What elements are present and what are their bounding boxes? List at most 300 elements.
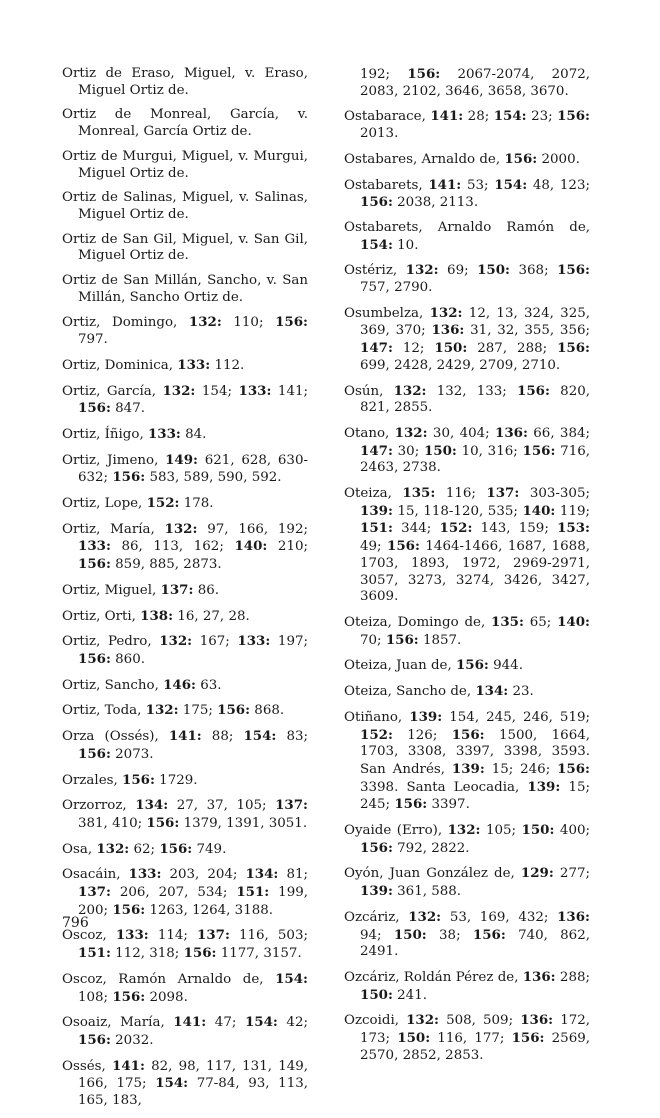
volume-number: 156:	[112, 469, 146, 486]
volume-number: 151:	[236, 884, 270, 901]
volume-number: 154:	[360, 236, 393, 253]
page-references: 154;	[195, 383, 239, 399]
volume-number: 133:	[238, 382, 272, 399]
page-references: 381, 410;	[78, 815, 147, 831]
page-references: 197;	[270, 634, 308, 650]
page-references: 178.	[179, 496, 214, 512]
index-entry	[62, 426, 308, 444]
volume-number: 146:	[163, 676, 196, 693]
index-entry	[344, 177, 590, 212]
index-entry	[62, 190, 308, 223]
entry-heading: Ortiz de San Millán, Sancho, v. San Millán, Sancho Ortiz de.	[62, 273, 308, 305]
page-references: 62;	[129, 841, 160, 857]
page-references: 141;	[271, 383, 308, 399]
volume-number: 156:	[522, 442, 556, 459]
volume-number: 156:	[557, 340, 590, 357]
volume-number: 156:	[385, 631, 419, 648]
page-references: 303-305;	[519, 486, 590, 502]
index-entry	[344, 709, 590, 814]
entry-heading: Ortiz, García,	[62, 383, 163, 399]
entry-heading: Osacáin,	[62, 867, 129, 883]
volume-number: 156:	[183, 945, 217, 962]
entry-heading: Oyaide (Erro),	[344, 823, 448, 839]
index-entry	[344, 383, 590, 417]
entry-heading: Ortiz, Sancho,	[62, 677, 164, 693]
volume-number: 156:	[159, 840, 193, 857]
volume-number: 156:	[451, 726, 485, 743]
index-entry	[62, 608, 308, 626]
volume-number: 135:	[491, 613, 524, 630]
volume-number: 156:	[455, 657, 489, 674]
entry-heading: Ostériz,	[344, 263, 406, 279]
index-entry	[62, 383, 308, 418]
volume-number: 156:	[511, 1030, 545, 1047]
page-references: 65;	[523, 614, 558, 630]
entry-heading: Oteiza, Domingo de,	[344, 614, 492, 630]
page-references: 2067-2074, 2072, 2083, 2102, 3646, 3658, 3670.	[360, 67, 590, 99]
page-references: 859, 885, 2873.	[110, 557, 222, 573]
page-references: 116, 503;	[229, 928, 308, 944]
volume-number: 156:	[360, 839, 393, 856]
index-entry	[62, 1058, 308, 1110]
page-references: 108;	[78, 989, 113, 1005]
page-references: 154, 245, 246, 519;	[442, 709, 591, 725]
volume-number: 132:	[447, 822, 481, 839]
volume-number: 156:	[122, 771, 155, 788]
volume-number: 151:	[78, 945, 111, 962]
volume-number: 156:	[360, 194, 393, 211]
index-entry	[344, 425, 590, 477]
entry-heading: Oscoz, Ramón Arnaldo de,	[62, 971, 276, 987]
volume-number: 147:	[360, 340, 393, 357]
page-references: 126;	[392, 727, 452, 743]
index-entry	[62, 149, 308, 182]
volume-number: 152:	[146, 495, 180, 512]
page-references: 621, 628, 630-632;	[78, 452, 308, 486]
volume-number: 154:	[275, 970, 308, 987]
page-references: 2038, 2113.	[392, 195, 479, 211]
entry-heading: Oyón, Juan González de,	[344, 866, 521, 882]
page-references: 31, 32, 355, 356;	[464, 323, 590, 339]
volume-number: 133:	[147, 425, 181, 442]
index-entry	[344, 614, 590, 649]
page-references: 15, 118-120, 535;	[392, 503, 523, 519]
volume-number: 141:	[112, 1057, 145, 1074]
index-entry	[344, 822, 590, 857]
page-references: 860.	[110, 651, 145, 667]
volume-number: 153:	[557, 520, 591, 537]
volume-number: 132:	[96, 840, 130, 857]
entry-heading: Ortiz, Dominica,	[62, 357, 178, 373]
page-references: 3398. Santa Leocadia,	[360, 779, 528, 795]
page-references: 2013.	[360, 126, 399, 142]
index-entry	[62, 452, 308, 487]
index-entry	[62, 1014, 308, 1049]
page-references: 86, 113, 162;	[110, 539, 235, 555]
page-references: 797.	[78, 332, 108, 348]
page-references: 368;	[510, 263, 558, 279]
page-references: 203, 204;	[161, 867, 246, 883]
index-entry	[62, 232, 308, 265]
entry-heading: Oscoz,	[62, 928, 116, 944]
volume-number: 136:	[495, 424, 528, 441]
page-references: 716, 2463, 2738.	[360, 443, 590, 476]
page-references: 2032.	[110, 1032, 154, 1048]
entry-heading: Osún,	[344, 383, 394, 399]
index-entry	[62, 866, 308, 919]
index-column-right	[344, 66, 590, 1072]
page-references: 119;	[555, 503, 590, 519]
page-references: 1177, 3157.	[216, 946, 302, 962]
index-entry	[62, 273, 308, 306]
index-entry	[62, 772, 308, 790]
page-references: 97, 166, 192;	[197, 521, 308, 537]
page-references: 30;	[392, 443, 424, 459]
volume-number: 141:	[428, 176, 462, 193]
volume-number: 136:	[522, 968, 556, 985]
volume-number: 156:	[517, 382, 550, 399]
index-entry	[62, 357, 308, 375]
page-references: 172, 173;	[360, 1013, 591, 1047]
page-references: 114;	[148, 928, 197, 944]
volume-number: 156:	[78, 400, 111, 417]
page-references: 199, 200;	[78, 885, 308, 918]
volume-number: 156:	[472, 926, 506, 943]
volume-number: 156:	[275, 314, 308, 331]
index-entry	[62, 797, 308, 832]
volume-number: 139:	[360, 883, 393, 900]
entry-heading: Osa,	[62, 841, 97, 857]
entry-heading: 192;	[360, 67, 408, 82]
index-entry	[62, 633, 308, 668]
volume-number: 154:	[155, 1075, 189, 1092]
volume-number: 156:	[387, 538, 420, 555]
index-entry	[62, 582, 308, 600]
entry-heading: Ozcáriz, Roldán Pérez de,	[344, 969, 523, 985]
index-entry	[344, 657, 590, 675]
page-references: 63.	[196, 677, 222, 693]
volume-number: 150:	[360, 986, 393, 1003]
index-entry	[344, 151, 590, 169]
volume-number: 140:	[522, 502, 556, 519]
entry-heading: Ostabarets, Arnaldo Ramón de,	[344, 219, 590, 235]
page-references: 132, 133;	[426, 383, 518, 399]
volume-number: 139:	[409, 708, 443, 725]
page-references: 2073.	[110, 746, 154, 762]
index-entry	[344, 683, 590, 701]
page-references: 84.	[180, 426, 207, 442]
entry-heading: Ostabarets,	[344, 177, 429, 193]
page-references: 1857.	[418, 632, 462, 648]
volume-number: 132:	[394, 424, 428, 441]
entry-heading: Ortiz, Lope,	[62, 496, 147, 512]
page-references: 81;	[278, 867, 308, 883]
index-entry	[62, 677, 308, 695]
page-references: 210;	[267, 539, 308, 555]
page-references: 15; 245;	[360, 779, 590, 813]
page-references: 30, 404;	[427, 425, 496, 441]
entry-heading: Ortiz, Toda,	[62, 703, 146, 719]
page-references: 23.	[508, 684, 534, 700]
index-entry	[62, 702, 308, 720]
index-entry	[344, 220, 590, 254]
page-references: 1464-1466, 1687, 1688, 1703, 1893, 1972, 2969-2971, 3057, 3273, 3274, 3426, 3427, 3609.	[360, 539, 590, 605]
entry-heading: Osumbelza,	[344, 305, 430, 321]
volume-number: 136:	[431, 322, 465, 339]
page-references: 277;	[553, 866, 590, 882]
index-column-left	[62, 66, 308, 1118]
volume-number: 156:	[78, 745, 111, 762]
page-references: 2098.	[145, 989, 188, 1005]
volume-number: 150:	[521, 822, 555, 839]
volume-number: 132:	[429, 304, 463, 321]
volume-number: 156:	[78, 1031, 111, 1048]
page-references: 94;	[360, 927, 394, 943]
volume-number: 133:	[128, 866, 162, 883]
entry-heading: Ortiz de Murgui, Miguel, v. Murgui, Miguel Ortiz de.	[62, 148, 308, 181]
volume-number: 141:	[168, 728, 202, 745]
volume-number: 147:	[360, 442, 393, 459]
volume-number: 133:	[115, 927, 149, 944]
page-references: 10, 316;	[456, 443, 523, 459]
volume-number: 150:	[434, 340, 468, 357]
volume-number: 137:	[160, 581, 194, 598]
page-references: 820, 821, 2855.	[360, 383, 590, 416]
entry-heading: Ortiz, Miguel,	[62, 582, 161, 598]
volume-number: 150:	[477, 262, 511, 279]
volume-number: 132:	[408, 908, 442, 925]
volume-number: 156:	[557, 262, 590, 279]
page-references: 792, 2822.	[392, 840, 470, 856]
volume-number: 132:	[406, 1012, 439, 1029]
page-references: 38;	[426, 927, 473, 943]
volume-number: 152:	[439, 520, 473, 537]
entry-heading: Ortiz, Pedro,	[62, 634, 160, 650]
volume-number: 156:	[217, 702, 251, 719]
volume-number: 137:	[197, 927, 230, 944]
page-references: 2569, 2570, 2852, 2853.	[360, 1031, 590, 1063]
entry-heading: Otano,	[344, 425, 395, 441]
index-entry	[344, 865, 590, 900]
entry-heading: Osoaiz, María,	[62, 1015, 174, 1031]
entry-heading: Otiñano,	[344, 709, 410, 725]
page-references: 53;	[461, 177, 495, 193]
volume-number: 138:	[140, 607, 174, 624]
page-references: 66, 384;	[527, 425, 591, 441]
volume-number: 132:	[188, 314, 222, 331]
page-references: 287, 288;	[467, 341, 558, 357]
volume-number: 137:	[275, 797, 308, 814]
volume-number: 150:	[393, 926, 427, 943]
volume-number: 156:	[504, 150, 538, 167]
index-entry	[344, 305, 590, 375]
entry-heading: Ostabarace,	[344, 109, 431, 125]
page-references: 88;	[201, 729, 244, 745]
page-references: 757, 2790.	[360, 280, 433, 296]
volume-number: 140:	[234, 538, 268, 555]
volume-number: 156:	[78, 650, 111, 667]
page-references: 1379, 1391, 3051.	[179, 815, 308, 831]
page-references: 583, 589, 590, 592.	[145, 470, 282, 486]
entry-heading: Ortiz, Jimeno,	[62, 452, 166, 468]
page-number: 796	[62, 915, 89, 931]
index-entry	[344, 262, 590, 296]
page-references: 699, 2428, 2429, 2709, 2710.	[360, 357, 561, 373]
entry-heading: Ortiz de Salinas, Miguel, v. Salinas, Miguel Ortiz de.	[62, 190, 308, 222]
index-entry	[62, 841, 308, 859]
volume-number: 133:	[237, 633, 271, 650]
entry-heading: Oteiza, Juan de,	[344, 658, 456, 674]
volume-number: 134:	[245, 866, 279, 883]
volume-number: 132:	[159, 633, 193, 650]
index-entry	[344, 1012, 590, 1064]
entry-heading: Ortiz, Domingo,	[62, 315, 189, 331]
index-entry	[62, 107, 308, 140]
entry-heading: Ortiz, Íñigo,	[62, 426, 148, 442]
page-references: 2000.	[537, 151, 580, 167]
volume-number: 156:	[112, 988, 146, 1005]
volume-number: 132:	[162, 382, 196, 399]
volume-number: 156:	[146, 814, 180, 831]
volume-number: 132:	[145, 702, 179, 719]
page-references: 175;	[178, 703, 218, 719]
index-entry	[344, 485, 590, 606]
index-entry	[62, 971, 308, 1006]
entry-heading: Orza (Ossés),	[62, 729, 169, 745]
volume-number: 133:	[177, 356, 211, 373]
page-references: 288;	[555, 969, 590, 985]
volume-number: 136:	[520, 1012, 554, 1029]
volume-number: 156:	[394, 796, 428, 813]
page-references: 47;	[206, 1015, 245, 1031]
entry-heading: Ortiz de Eraso, Miguel, v. Eraso, Miguel Ortiz de.	[62, 66, 308, 98]
volume-number: 141:	[430, 108, 464, 125]
page-references: 847.	[110, 401, 145, 417]
volume-number: 134:	[475, 683, 509, 700]
page-references: 1500, 1664, 1703, 3308, 3397, 3398, 3593. San Andrés,	[360, 727, 590, 777]
page-references: 167;	[192, 634, 238, 650]
page-references: 12, 13, 324, 325, 369, 370;	[360, 305, 590, 339]
page-references: 112.	[210, 357, 245, 373]
page-references: 83;	[276, 729, 308, 745]
volume-number: 132:	[164, 520, 198, 537]
page-references: 42;	[277, 1015, 308, 1031]
page-references: 749.	[192, 841, 227, 857]
volume-number: 139:	[527, 778, 561, 795]
index-entry	[62, 728, 308, 763]
volume-number: 133:	[78, 538, 111, 555]
volume-number: 156:	[407, 66, 441, 82]
volume-number: 149:	[165, 451, 198, 468]
page-references: 49;	[360, 539, 388, 555]
page-references: 206, 207, 534;	[110, 885, 237, 901]
entry-heading: Ortiz, Orti,	[62, 608, 141, 624]
volume-number: 154:	[244, 1014, 278, 1031]
page-references: 23;	[526, 109, 558, 125]
page-references: 69;	[438, 263, 478, 279]
page-references: 112, 318;	[110, 946, 184, 962]
volume-number: 136:	[557, 908, 590, 925]
volume-number: 132:	[405, 262, 439, 279]
entry-heading: Oteiza, Sancho de,	[344, 684, 476, 700]
volume-number: 156:	[78, 556, 111, 573]
entry-heading: Ozcáriz,	[344, 909, 409, 925]
volume-number: 137:	[78, 884, 111, 901]
volume-number: 150:	[423, 442, 457, 459]
volume-number: 156:	[112, 901, 146, 918]
volume-number: 129:	[520, 865, 554, 882]
page-references: 400;	[554, 823, 590, 839]
page-references: 70;	[360, 632, 386, 648]
page-references: 868.	[250, 703, 285, 719]
index-entry	[344, 909, 590, 961]
page-references: 1729.	[154, 772, 198, 788]
volume-number: 137:	[486, 485, 520, 502]
entry-heading: Orzales,	[62, 772, 123, 788]
page-references: 77-84, 93, 113, 165, 183,	[78, 1076, 308, 1109]
page-references: 740, 862, 2491.	[360, 927, 590, 960]
volume-number: 154:	[494, 176, 528, 193]
volume-number: 156:	[557, 760, 590, 777]
page-references: 944.	[488, 658, 523, 674]
entry-heading: Ortiz de Monreal, García, v. Monreal, García Ortiz de.	[62, 107, 308, 140]
page-references: 10.	[392, 237, 419, 253]
volume-number: 135:	[402, 485, 436, 502]
volume-number: 151:	[360, 520, 393, 537]
page-references: 143, 159;	[472, 521, 558, 537]
page-references: 241.	[392, 987, 427, 1003]
index-entry	[62, 521, 308, 574]
page-references: 344;	[392, 521, 440, 537]
entry-heading: Ostabares, Arnaldo de,	[344, 151, 505, 167]
volume-number: 140:	[557, 613, 590, 630]
volume-number: 156:	[557, 108, 590, 125]
page-references: 53, 169, 432;	[441, 909, 558, 925]
volume-number: 134:	[135, 797, 169, 814]
page-references: 16, 27, 28.	[173, 608, 250, 624]
page-references: 48, 123;	[527, 177, 590, 193]
volume-number: 152:	[360, 726, 393, 743]
volume-number: 141:	[173, 1014, 207, 1031]
index-entry	[62, 927, 308, 962]
page-references: 27, 37, 105;	[168, 798, 276, 814]
index-entry	[62, 66, 308, 99]
entry-heading: Ozcoidi,	[344, 1013, 407, 1029]
index-entry	[344, 108, 590, 142]
volume-number: 139:	[360, 502, 393, 519]
entry-heading: Ossés,	[62, 1058, 112, 1074]
volume-number: 150:	[397, 1030, 431, 1047]
page-references: 28;	[463, 109, 494, 125]
entry-heading: Ortiz de San Gil, Miguel, v. San Gil, Miguel Ortiz de.	[62, 231, 308, 264]
page-references: 1263, 1264, 3188.	[145, 902, 274, 918]
volume-number: 154:	[243, 728, 277, 745]
entry-heading: Oteiza,	[344, 486, 403, 502]
page-references: 361, 588.	[392, 884, 462, 900]
page-references: 116;	[435, 486, 487, 502]
page-references: 86.	[193, 582, 219, 598]
page-references: 12;	[392, 341, 435, 357]
volume-number: 132:	[393, 382, 427, 399]
index-entry	[62, 314, 308, 348]
page-references: 508, 509;	[439, 1013, 521, 1029]
page-references: 110;	[221, 315, 276, 331]
index-entry-continuation	[344, 66, 590, 100]
volume-number: 139:	[451, 760, 485, 777]
volume-number: 154:	[493, 108, 527, 125]
index-entry	[62, 495, 308, 513]
page-references: 15; 246;	[484, 761, 558, 777]
